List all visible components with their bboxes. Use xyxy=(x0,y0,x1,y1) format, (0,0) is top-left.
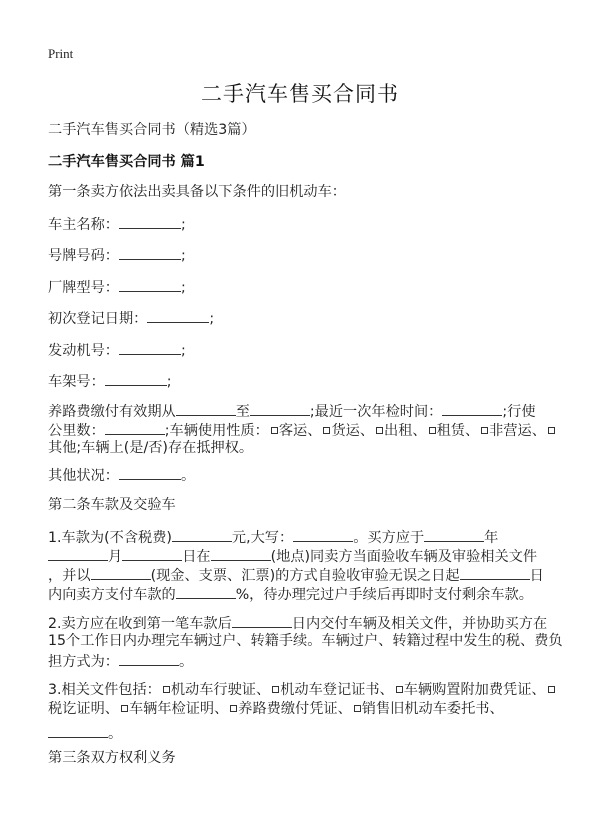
blank-line xyxy=(122,546,182,561)
blank-line xyxy=(147,308,209,323)
section-heading: 二手汽车售买合同书 篇1 xyxy=(48,154,205,170)
field-plate-number: 号牌号码： ; xyxy=(48,245,548,266)
checkbox-icon xyxy=(429,427,436,434)
field-label: 初次登记日期： xyxy=(48,311,148,327)
checkbox-icon xyxy=(548,686,555,693)
blank-line xyxy=(442,401,502,416)
field-label: 车架号： xyxy=(48,374,105,390)
field-label: 厂牌型号： xyxy=(48,280,119,296)
blank-line xyxy=(105,420,165,435)
field-owner-name: 车主名称： ; xyxy=(48,214,548,235)
field-brand-model: 厂牌型号： ; xyxy=(48,277,548,298)
blank-line xyxy=(119,465,181,480)
checkbox-icon xyxy=(271,427,278,434)
checkbox-icon xyxy=(163,686,170,693)
checkbox-icon xyxy=(121,705,128,712)
blank-line xyxy=(119,245,181,260)
field-label: 发动机号： xyxy=(48,343,119,359)
blank-line xyxy=(105,371,167,386)
blank-line xyxy=(91,565,151,580)
blank-line xyxy=(119,277,181,292)
checkbox-icon xyxy=(323,427,330,434)
article2-heading: 第二条车款及交验车 xyxy=(48,497,176,513)
field-engine-number: 发动机号： ; xyxy=(48,340,548,361)
blank-line xyxy=(460,565,530,580)
field-label: 号牌号码： xyxy=(48,248,119,264)
blank-line xyxy=(119,214,181,229)
blank-line xyxy=(119,651,179,666)
blank-line xyxy=(176,584,236,599)
checkbox-icon xyxy=(272,686,279,693)
print-label[interactable]: Print xyxy=(48,46,74,61)
blank-line xyxy=(424,527,484,542)
article1-intro: 第一条卖方依法出卖具备以下条件的旧机动车： xyxy=(48,184,346,200)
document-subtitle: 二手汽车售买合同书（精选3篇） xyxy=(48,122,256,138)
article2-item2: 2.卖方应在收到第一笔车款后 日内交付车辆及相关文件，并协助买方在 15个工作日内办理完车辆过户、转籍手续。车辆过户、转籍过程中发生的税、费负 担方式为： 。 xyxy=(48,613,548,670)
document-title: 二手汽车售买合同书 xyxy=(201,82,399,106)
fee-paragraph: 养路费缴付有效期从 至 ;最近一次年检时间： ;行使 公里数： ;车辆使用性质： 客运、 货运、 出租、 租赁、 非营运、 其他;车辆上(是/否)存在抵押权。 xyxy=(48,401,548,458)
blank-line xyxy=(48,546,108,561)
blank-line xyxy=(172,527,232,542)
field-label: 车主名称： xyxy=(48,217,119,233)
article2-item3: 3.相关文件包括： 机动车行驶证、 机动车登记证书、 车辆购置附加费凭证、 税讫证明、 车辆年检证明、 养路费缴付凭证、 销售旧机动车委托书、 。 xyxy=(48,681,548,742)
checkbox-icon xyxy=(230,705,237,712)
checkbox-icon xyxy=(396,686,403,693)
blank-line xyxy=(250,401,310,416)
field-first-registration-date: 初次登记日期： ; xyxy=(48,308,548,329)
field-frame-number: 车架号： ; xyxy=(48,371,548,392)
blank-line xyxy=(176,401,236,416)
blank-line xyxy=(211,546,271,561)
checkbox-icon xyxy=(481,427,488,434)
checkbox-icon xyxy=(376,427,383,434)
article2-item1: 1.车款为(不含税费) 元,大写： 。买方应于 年 月 日在 (地点)同卖方当面验收车辆及审验相关文件 ，并以 (现金、支票、汇票)的方式自验收审验无误之日起 日 内向卖方支付车款的 %，待办理完过户手续后再即时支付剩余车款。 xyxy=(48,527,548,603)
blank-line xyxy=(293,527,353,542)
blank-line xyxy=(119,340,181,355)
checkbox-icon xyxy=(548,427,555,434)
blank-line xyxy=(232,613,292,628)
blank-line xyxy=(48,723,108,738)
field-other-condition: 其他状况： 。 xyxy=(48,465,548,486)
article3-heading: 第三条双方权利义务 xyxy=(48,750,176,766)
checkbox-icon xyxy=(354,705,361,712)
